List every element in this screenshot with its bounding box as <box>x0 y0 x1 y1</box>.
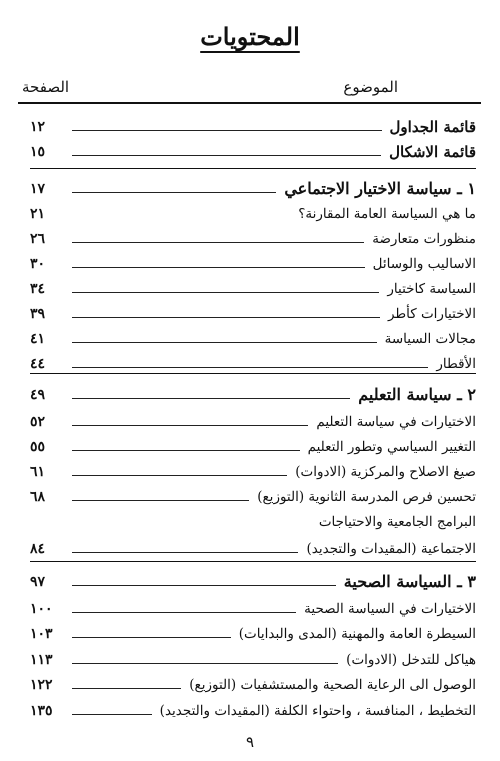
toc-entry-title: منظورات متعارضة <box>372 231 476 247</box>
toc-leader-line <box>72 317 380 318</box>
toc-leader-line <box>72 192 276 193</box>
toc-entry-title: ٣ ـ السياسة الصحية <box>343 572 476 591</box>
toc-entry-title: التخطيط ، المنافسة ، واحتواء الكلفة (المقيدات والتجديد) <box>159 703 476 719</box>
toc-leader-line <box>72 367 428 368</box>
toc-leader-line <box>72 714 152 715</box>
toc-entry[interactable] <box>30 203 476 225</box>
toc-entry[interactable] <box>30 571 476 593</box>
toc-entry[interactable] <box>30 674 476 696</box>
page-number: ٩ <box>245 733 255 751</box>
toc-leader-line <box>72 242 364 243</box>
toc-entry[interactable] <box>30 116 476 138</box>
toc-entry-page: ١٢ <box>30 119 46 135</box>
toc-entry[interactable] <box>30 700 476 722</box>
toc-entry-title: الاساليب والوسائل <box>372 256 476 272</box>
toc-leader-line <box>72 552 298 553</box>
toc-entry-page: ٣٤ <box>30 281 46 297</box>
toc-leader-line <box>72 688 181 689</box>
toc-leader-line <box>72 292 379 293</box>
toc-entry-page: ٣٠ <box>30 256 46 272</box>
toc-leader-line <box>72 267 365 268</box>
column-header-topic: الموضوع <box>343 78 398 96</box>
toc-entry-title: الاختيارات كأطر <box>387 306 476 322</box>
toc-entry[interactable] <box>30 486 476 508</box>
toc-entry[interactable] <box>30 253 476 275</box>
toc-entry[interactable] <box>30 598 476 620</box>
toc-leader-line <box>72 612 296 613</box>
toc-entry[interactable] <box>30 511 476 533</box>
toc-entry-title: ما هي السياسة العامة المقارنة؟ <box>298 206 476 222</box>
toc-entry[interactable] <box>30 141 476 163</box>
toc-entry-title: الوصول الى الرعاية الصحية والمستشفيات (التوزيع) <box>189 677 476 693</box>
toc-entry[interactable] <box>30 353 476 375</box>
toc-entry-page: ٩٧ <box>30 574 46 590</box>
toc-entry-title: تحسين فرص المدرسة الثانوية (التوزيع) <box>257 489 476 505</box>
toc-entry[interactable] <box>30 303 476 325</box>
toc-entry-page: ١٧ <box>30 181 46 197</box>
toc-entry-title: البرامج الجامعية والاحتياجات <box>318 514 476 530</box>
toc-entry-page: ١٢٢ <box>30 677 53 693</box>
toc-entry-title: السياسة كاختيار <box>387 281 476 297</box>
toc-leader-line <box>72 663 338 664</box>
toc-leader-line <box>72 130 382 131</box>
toc-entry[interactable] <box>30 538 476 560</box>
toc-entry-title: ١ ـ سياسة الاختيار الاجتماعي <box>284 179 476 198</box>
toc-leader-line <box>72 637 231 638</box>
toc-entry-page: ٥٥ <box>30 439 46 455</box>
toc-entry[interactable] <box>30 461 476 483</box>
toc-entry-page: ٨٤ <box>30 541 46 557</box>
toc-entry-page: ٢٦ <box>30 231 46 247</box>
toc-entry-title: الاختيارات في السياسة الصحية <box>304 601 476 617</box>
toc-leader-line <box>72 475 287 476</box>
toc-entry[interactable] <box>30 178 476 200</box>
toc-entry-title: مجالات السياسة <box>384 331 476 347</box>
toc-entry-title: الأقطار <box>436 356 476 372</box>
toc-entry[interactable] <box>30 278 476 300</box>
toc-entry[interactable] <box>30 328 476 350</box>
section-separator <box>30 168 476 169</box>
toc-entry-page: ٦١ <box>30 464 46 480</box>
toc-entry[interactable] <box>30 649 476 671</box>
header-rule <box>18 102 481 104</box>
toc-entry-title: صيغ الاصلاح والمركزية (الادوات) <box>295 464 476 480</box>
toc-leader-line <box>72 500 249 501</box>
toc-entry-page: ٢١ <box>30 206 46 222</box>
toc-entry-title: السيطرة العامة والمهنية (المدى والبدايات) <box>238 626 476 642</box>
toc-leader-line <box>72 450 300 451</box>
toc-entry-page: ١٣٥ <box>30 703 53 719</box>
toc-entry-title: الاجتماعية (المقيدات والتجديد) <box>306 541 476 557</box>
page-title: المحتويات <box>200 22 300 51</box>
toc-entry-page: ١٠٠ <box>30 601 53 617</box>
toc-leader-line <box>72 398 350 399</box>
toc-entry[interactable] <box>30 436 476 458</box>
toc-entry[interactable] <box>30 384 476 406</box>
toc-entry-title: هياكل للتدخل (الادوات) <box>346 652 476 668</box>
toc-entry-page: ٤٩ <box>30 387 46 403</box>
toc-entry[interactable] <box>30 228 476 250</box>
toc-entry-title: قائمة الاشكال <box>389 143 476 161</box>
toc-entry-title: التغيير السياسي وتطور التعليم <box>307 439 476 455</box>
toc-entry-page: ٤١ <box>30 331 46 347</box>
toc-entry-page: ٥٢ <box>30 414 46 430</box>
toc-leader-line <box>72 155 381 156</box>
toc-entry[interactable] <box>30 411 476 433</box>
toc-entry-page: ١١٣ <box>30 652 53 668</box>
toc-entry-page: ٣٩ <box>30 306 46 322</box>
toc-entry-page: ١٠٣ <box>30 626 53 642</box>
toc-entry-page: ١٥ <box>30 144 46 160</box>
section-separator <box>30 561 476 562</box>
toc-leader-line <box>72 425 308 426</box>
toc-entry-page: ٦٨ <box>30 489 46 505</box>
toc-leader-line <box>72 342 377 343</box>
toc-entry-title: الاختيارات في سياسة التعليم <box>316 414 476 430</box>
toc-entry-page: ٤٤ <box>30 356 46 372</box>
toc-entry-title: ٢ ـ سياسة التعليم <box>358 385 476 404</box>
toc-entry[interactable] <box>30 623 476 645</box>
toc-entry-title: قائمة الجداول <box>389 118 476 136</box>
column-header-page: الصفحة <box>22 78 70 96</box>
toc-leader-line <box>72 585 336 586</box>
